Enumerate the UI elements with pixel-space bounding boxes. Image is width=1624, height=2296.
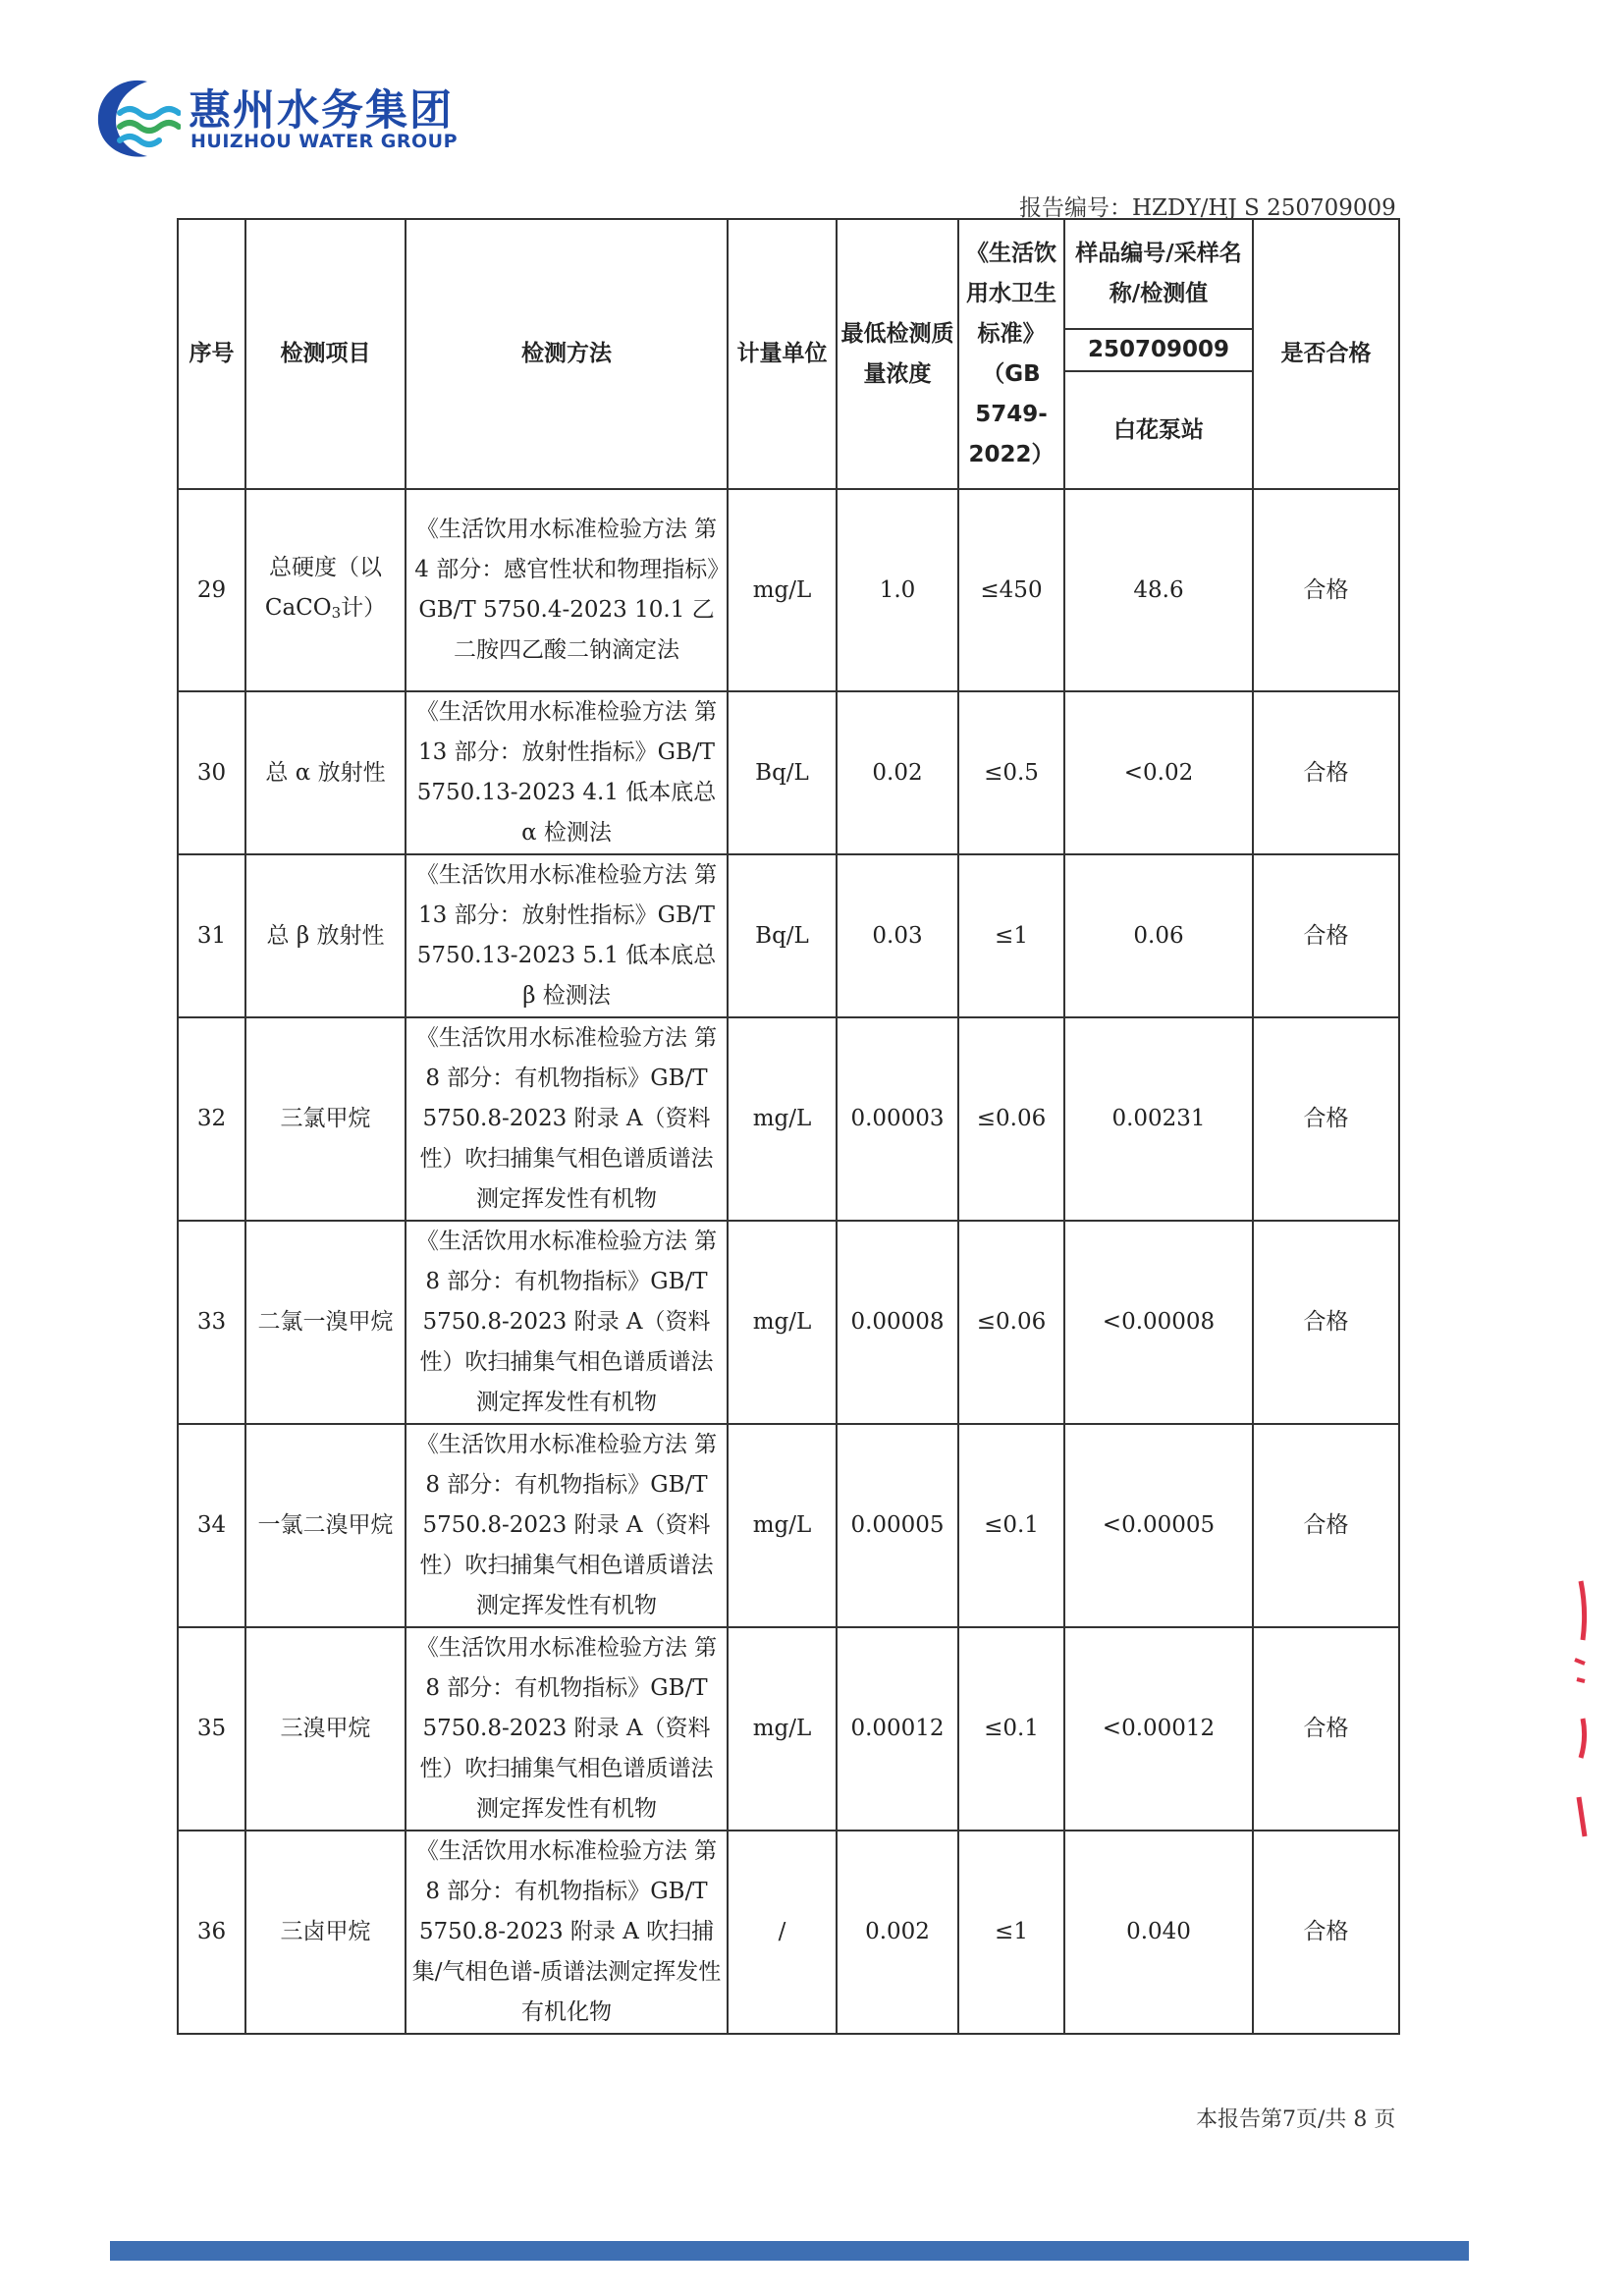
cell-limit: ≤0.1 — [958, 1424, 1064, 1627]
cell-min-conc: 0.00008 — [837, 1221, 958, 1424]
cell-unit: mg/L — [728, 489, 837, 691]
header-unit: 计量单位 — [728, 219, 837, 489]
cell-item: 三溴甲烷 — [245, 1627, 406, 1831]
cell-limit: ≤450 — [958, 489, 1064, 691]
cell-seq: 32 — [178, 1017, 245, 1221]
header-standard: 《生活饮用水卫生标准》（GB 5749-2022） — [958, 219, 1064, 489]
red-seal-stamp-icon — [1567, 1571, 1593, 1886]
cell-unit: mg/L — [728, 1221, 837, 1424]
table-row — [178, 1221, 1399, 1424]
logo-english-name: HUIZHOU WATER GROUP — [190, 131, 459, 152]
cell-limit: ≤0.06 — [958, 1017, 1064, 1221]
header-method: 检测方法 — [406, 219, 728, 489]
cell-min-conc: 1.0 — [837, 489, 958, 691]
cell-min-conc: 0.03 — [837, 854, 958, 1017]
cell-value: 0.00231 — [1064, 1017, 1253, 1221]
cell-unit: mg/L — [728, 1017, 837, 1221]
table-row — [178, 489, 1399, 691]
header-sample-name: 白花泵站 — [1064, 371, 1253, 489]
cell-value: 48.6 — [1064, 489, 1253, 691]
cell-min-conc: 0.00003 — [837, 1017, 958, 1221]
cell-method: 《生活饮用水标准检验方法 第 8 部分：有机物指标》GB/T 5750.8-2023 附录 A（资料性）吹扫捕集气相色谱质谱法测定挥发性有机物 — [406, 1627, 728, 1831]
table-row — [178, 1017, 1399, 1221]
cell-seq: 36 — [178, 1831, 245, 2034]
item-subscript: 3 — [331, 603, 342, 622]
table-row — [178, 1831, 1399, 2034]
cell-pass: 合格 — [1253, 1627, 1399, 1831]
cell-limit: ≤1 — [958, 854, 1064, 1017]
cell-unit: mg/L — [728, 1424, 837, 1627]
cell-method: 《生活饮用水标准检验方法 第 8 部分：有机物指标》GB/T 5750.8-2023 附录 A 吹扫捕集/气相色谱-质谱法测定挥发性有机化物 — [406, 1831, 728, 2034]
cell-method: 《生活饮用水标准检验方法 第 8 部分：有机物指标》GB/T 5750.8-2023 附录 A（资料性）吹扫捕集气相色谱质谱法测定挥发性有机物 — [406, 1424, 728, 1627]
cell-method: 《生活饮用水标准检验方法 第 13 部分：放射性指标》GB/T 5750.13-2023 4.1 低本底总 α 检测法 — [406, 691, 728, 854]
table-row — [178, 691, 1399, 854]
footer-blue-bar — [110, 2241, 1469, 2261]
cell-pass: 合格 — [1253, 1221, 1399, 1424]
logo-chinese-name: 惠州水务集团 — [189, 86, 454, 136]
cell-seq: 34 — [178, 1424, 245, 1627]
header-sample-id: 250709009 — [1064, 329, 1253, 371]
page-number: 本报告第7页/共 8 页 — [1196, 2107, 1396, 2132]
cell-value: 0.06 — [1064, 854, 1253, 1017]
cell-item: 总 β 放射性 — [245, 854, 406, 1017]
cell-item: 总 α 放射性 — [245, 691, 406, 854]
cell-seq: 31 — [178, 854, 245, 1017]
cell-method: 《生活饮用水标准检验方法 第 4 部分：感官性状和物理指标》GB/T 5750.4-2023 10.1 乙二胺四乙酸二钠滴定法 — [406, 489, 728, 691]
cell-pass: 合格 — [1253, 489, 1399, 691]
cell-pass: 合格 — [1253, 854, 1399, 1017]
cell-limit: ≤1 — [958, 1831, 1064, 2034]
cell-pass: 合格 — [1253, 691, 1399, 854]
cell-value: <0.00012 — [1064, 1627, 1253, 1831]
cell-value: <0.00008 — [1064, 1221, 1253, 1424]
item-text: 总硬度（以CaCO — [264, 554, 382, 621]
cell-min-conc: 0.00012 — [837, 1627, 958, 1831]
cell-min-conc: 0.002 — [837, 1831, 958, 2034]
cell-value: <0.00005 — [1064, 1424, 1253, 1627]
cell-unit: Bq/L — [728, 691, 837, 854]
cell-item: 二氯一溴甲烷 — [245, 1221, 406, 1424]
water-wave-logo-icon — [90, 74, 181, 162]
cell-item: 三氯甲烷 — [245, 1017, 406, 1221]
cell-unit: / — [728, 1831, 837, 2034]
cell-pass: 合格 — [1253, 1424, 1399, 1627]
cell-item — [245, 489, 406, 691]
cell-method: 《生活饮用水标准检验方法 第 8 部分：有机物指标》GB/T 5750.8-2023 附录 A（资料性）吹扫捕集气相色谱质谱法测定挥发性有机物 — [406, 1221, 728, 1424]
cell-limit: ≤0.1 — [958, 1627, 1064, 1831]
cell-method: 《生活饮用水标准检验方法 第 8 部分：有机物指标》GB/T 5750.8-2023 附录 A（资料性）吹扫捕集气相色谱质谱法测定挥发性有机物 — [406, 1017, 728, 1221]
cell-limit: ≤0.5 — [958, 691, 1064, 854]
cell-value: 0.040 — [1064, 1831, 1253, 2034]
header-pass: 是否合格 — [1253, 219, 1399, 489]
table-row — [178, 1424, 1399, 1627]
table-row — [178, 1627, 1399, 1831]
company-logo — [90, 74, 463, 162]
header-seq: 序号 — [178, 219, 245, 489]
cell-seq: 35 — [178, 1627, 245, 1831]
header-item: 检测项目 — [245, 219, 406, 489]
cell-method: 《生活饮用水标准检验方法 第 13 部分：放射性指标》GB/T 5750.13-2023 5.1 低本底总 β 检测法 — [406, 854, 728, 1017]
header-min-conc: 最低检测质量浓度 — [837, 219, 958, 489]
cell-seq: 29 — [178, 489, 245, 691]
cell-unit: Bq/L — [728, 854, 837, 1017]
report-number: 报告编号：HZDY/HJ S 250709009 — [1019, 195, 1396, 221]
cell-value: <0.02 — [1064, 691, 1253, 854]
cell-seq: 30 — [178, 691, 245, 854]
cell-min-conc: 0.02 — [837, 691, 958, 854]
cell-limit: ≤0.06 — [958, 1221, 1064, 1424]
test-results-table — [177, 218, 1400, 2035]
cell-item: 一氯二溴甲烷 — [245, 1424, 406, 1627]
item-tail: 计） — [341, 594, 387, 621]
cell-seq: 33 — [178, 1221, 245, 1424]
table-row — [178, 854, 1399, 1017]
cell-item: 三卤甲烷 — [245, 1831, 406, 2034]
header-sample: 样品编号/采样名称/检测值 — [1064, 219, 1253, 329]
cell-unit: mg/L — [728, 1627, 837, 1831]
cell-min-conc: 0.00005 — [837, 1424, 958, 1627]
table-header-row — [178, 219, 1399, 329]
cell-pass: 合格 — [1253, 1017, 1399, 1221]
cell-pass: 合格 — [1253, 1831, 1399, 2034]
